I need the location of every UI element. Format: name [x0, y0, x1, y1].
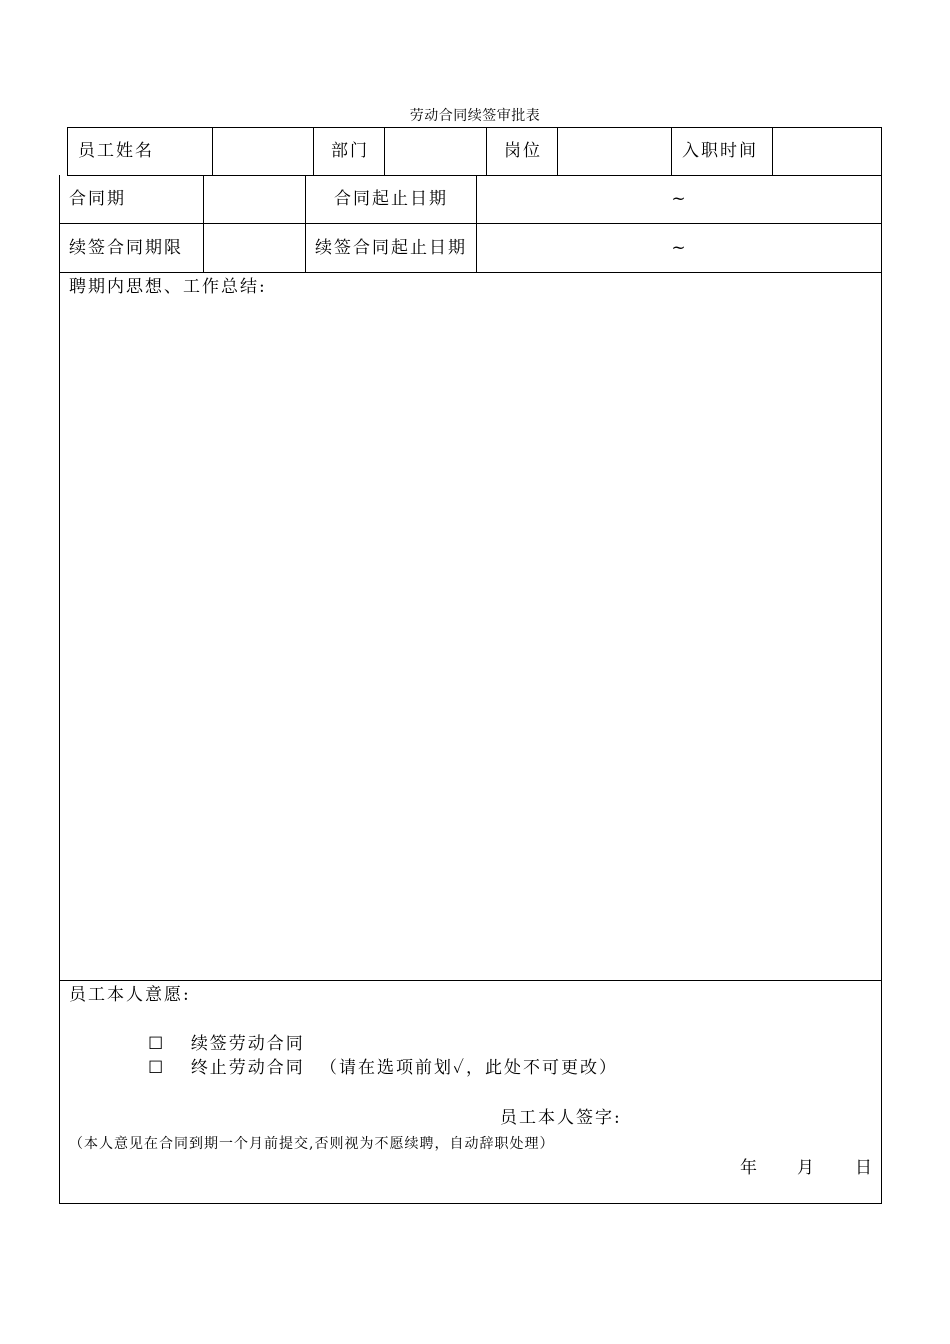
option-terminate-label: 终止劳动合同	[190, 1058, 305, 1078]
divider	[203, 175, 204, 273]
summary-textarea[interactable]	[61, 300, 880, 978]
divider	[772, 127, 773, 176]
renewal-term-label: 续签合同期限	[69, 238, 183, 258]
divider	[384, 127, 385, 176]
position-field[interactable]	[559, 128, 670, 175]
divider	[486, 127, 487, 176]
divider	[59, 223, 882, 224]
contract-term-label: 合同期	[69, 189, 126, 209]
option-renew-label: 续签劳动合同	[190, 1034, 305, 1054]
summary-label: 聘期内思想、工作总结:	[69, 277, 267, 297]
divider	[671, 127, 672, 176]
employee-name-field[interactable]	[214, 128, 312, 175]
renewal-dates-label: 续签合同起止日期	[315, 238, 467, 258]
divider	[212, 127, 213, 176]
department-label: 部门	[331, 141, 369, 161]
terminate-checkbox[interactable]: ☐	[148, 1058, 166, 1078]
deadline-note: （本人意见在合同到期一个月前提交,否则视为不愿续聘，自动辞职处理）	[69, 1136, 555, 1152]
check-note: （请在选项前划✓，此处不可更改）	[320, 1058, 618, 1078]
divider	[557, 127, 558, 176]
employee-name-label: 员工姓名	[78, 141, 154, 161]
department-field[interactable]	[386, 128, 485, 175]
renewal-dates-value[interactable]: ~	[671, 238, 688, 258]
option-renew[interactable]	[148, 1034, 305, 1054]
willingness-label: 员工本人意愿:	[69, 985, 191, 1005]
divider	[59, 272, 882, 273]
renewal-term-field[interactable]	[205, 225, 304, 271]
form-title: 劳动合同续签审批表	[409, 108, 541, 124]
signature-label: 员工本人签字:	[500, 1108, 622, 1128]
divider	[59, 980, 882, 981]
date-day: 日	[855, 1158, 874, 1178]
position-label: 岗位	[504, 141, 542, 161]
hire-date-label: 入职时间	[682, 141, 758, 161]
contract-term-field[interactable]	[205, 176, 304, 222]
contract-dates-label: 合同起止日期	[334, 189, 448, 209]
divider	[313, 127, 314, 176]
option-terminate[interactable]	[148, 1058, 305, 1078]
hire-date-field[interactable]	[774, 128, 880, 175]
renew-checkbox[interactable]: ☐	[148, 1034, 166, 1054]
date-month: 月	[797, 1158, 816, 1178]
date-year: 年	[740, 1158, 759, 1178]
contract-dates-value[interactable]: ~	[671, 189, 688, 209]
